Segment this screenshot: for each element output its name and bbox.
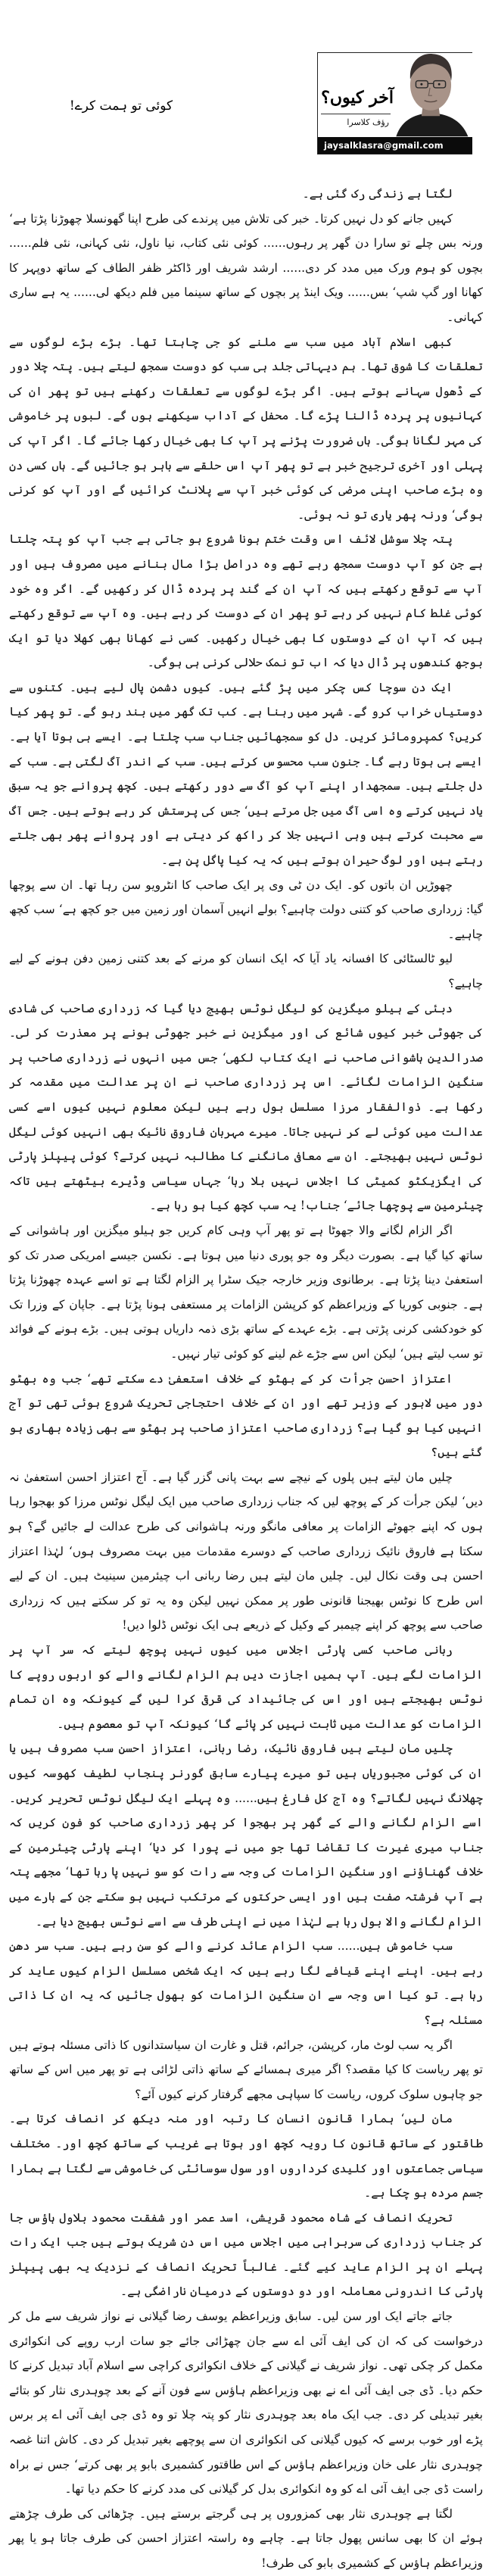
article-paragraph: لگتا ہے زندگی رک گئی ہے۔ — [302, 187, 453, 201]
author-email[interactable]: jaysalklasra@gmail.com — [318, 137, 472, 154]
column-header-box — [317, 52, 472, 154]
article-paragraph: اگر الزام لگانے والا جھوٹا ہے تو پھر آپ وہی کام کریں جو ہیلو میگزین اور ہاشوانی کے ساتھ کیا گیا ہے۔ بصورت دیگر وہ جو پوری دنیا میں ہوتا ہے۔ نکسن جیسے امریکی صدر تک کو استعفیٰ دینا پڑتا ہے۔ برطانوی وزیر خارجہ جیک سٹرا پر الزام لگتا ہے تو اسے عہدہ چھوڑنا پڑتا ہے۔ جنوبی کوریا کے وزیراعظم کو کرپشن الزامات پر مستعفی ہونا پڑتا ہے۔ جاپان کے وزرا تک کو خودکشی کرنی پڑتی ہے۔ بڑے عہدے کے ساتھ بڑی ذمہ داریاں ہوتی ہیں۔ بڑے ہونے کے فوائد تو سب لیتے ہیں‘ لیکن اس سے جڑے غم لینے کو کوئی تیار نہیں۔ — [9, 1223, 483, 1361]
article-headline: کوئی تو ہمت کرے! — [69, 98, 173, 114]
article-paragraph: کبھی اسلام آباد میں سب سے ملنے کو جی چاہتا تھا۔ بڑے بڑے لوگوں سے تعلقات کا شوق تھا۔ ہم دیہاتی جلد ہی سب کو دوست سمجھ لیتے ہیں۔ پتہ چلا دور کے ڈھول سہانے ہوتے ہیں۔ اگر بڑے لوگوں سے تعلقات رکھنے ہیں تو پھر ان کی کہانیوں پر پردہ ڈالنا پڑے گا۔ محفل کے آداب سیکھنے ہوں گے۔ لبوں پر خاموشی کی مہر لگانا ہوگی۔ ہاں ضرورت پڑنے پر آپ کا بھی خیال رکھا جائے گا۔ اگر آپ کی پہلی اور آخری ترجیح خبر ہے تو پھر آپ اس حلقے سے باہر ہو جائیں گے۔ ہاں کسی دن وہ بڑے صاحب اپنی مرضی کی کوئی خبر آپ سے پلانٹ کرائیں گے اور آپ کو کرنی ہوگی‘ ورنہ پھر یاری تو نہ ہوئی۔ — [9, 335, 483, 522]
author-name: رؤف کلاسرا — [347, 117, 389, 127]
article-paragraph: اعتزاز احسن جرأت کر کے بھٹو کے خلاف استعفیٰ دے سکتے تھے‘ جب وہ بھٹو دور میں لاہور کے وزیر تھے اور ان کے خلاف احتجاجی تحریک شروع ہوئی تھی تو آج انہیں کیا ہو گیا ہے؟ زرداری صاحب اعتزاز صاحب پر بھٹو سے بھی زیادہ بھاری ہو گئے ہیں؟ — [9, 1371, 483, 1460]
article-paragraph: ربانی صاحب کسی پارٹی اجلاس میں کیوں نہیں پوچھ لیتے کہ سر آپ پر الزامات لگے ہیں۔ آپ ہمیں اجازت دیں ہم الزام لگانے والے کو اربوں روپے کا نوٹس بھیجتے ہیں اور اس کی جائیداد کی قرقی کرا لیں گے کیونکہ وہ ان تمام الزامات کو عدالت میں ثابت نہیں کر پائے گا‘ کیونکہ آپ تو معصوم ہیں۔ — [9, 1643, 483, 1731]
article-paragraph: لگتا ہے چوہدری نثار بھی کمزوروں پر ہی گرجتے برستے ہیں۔ چڑھائی کی طرف چڑھتے ہوئے ان کا بھی سانس پھول جاتا ہے۔ چاہے وہ راستہ اعتزاز احسن کی طرف جاتا ہو یا پھر وزیراعظم ہاؤس کے کشمیری بابو کی طرف! — [9, 2506, 483, 2570]
article-paragraph: لیو ٹالسٹائی کا افسانہ یاد آیا کہ ایک انسان کو مرنے کے بعد کتنی زمین دفن ہونے کے لیے چاہیے؟ — [9, 952, 483, 990]
column-title: آخر کیوں؟ — [321, 88, 394, 108]
article-paragraph: تحریک انصاف کے شاہ محمود قریشی، اسد عمر اور شفقت محمود بلاول ہاؤس جا کر جناب زرداری کی سربراہی میں اجلاس میں اس دن شریک ہوتے ہیں جب ایک رات پہلے ان پر الزام عاید کیے گئے۔ غالباً تحریک انصاف کے نزدیک یہ بھی پیپلز پارٹی کا اندرونی معاملہ اور دو دوستوں کے درمیان ناراضگی ہے۔ — [9, 2210, 483, 2299]
article-paragraph: مان لیں‘ ہمارا قانون انسان کا رتبہ اور منہ دیکھ کر انصاف کرتا ہے۔ طاقتور کے ساتھ قانون کا رویہ کچھ اور ہوتا ہے غریب کے ساتھ کچھ اور۔ مختلف سیاسی جماعتوں اور کلیدی کرداروں اور سول سوسائٹی کی خاموشی سے لگتا ہے ہمارا جسم مردہ ہو چکا ہے۔ — [9, 2112, 483, 2200]
article-paragraph: چلیں مان لیتے ہیں فاروق نائیک، رضا ربانی، اعتزاز احسن سب مصروف ہیں یا ان کی کوئی مجبوریاں ہیں تو میرے پیارے سابق گورنر پنجاب لطیف کھوسہ کیوں چھلانگ نہیں لگاتے؟ وہ آج کل فارغ ہیں...... وہ پہلے ایک لیگل نوٹس تحریر کریں۔ اسے الزام لگانے والے کے گھر پر بھجوا کر پھر زرداری صاحب کو فون کریں کہ جناب میری غیرت کا تقاضا تھا جو میں نے پورا کر دیا‘ اپنے پارٹی چیئرمین کے خلاف گھناؤنے اور سنگین الزامات کی وجہ سے رات کو سو نہیں پا رہا تھا‘ مجھے پتہ ہے آپ فرشتہ صفت ہیں اور ایسی حرکتوں کے مرتکب نہیں ہو سکتے جن کے بارے میں الزام لگانے والا بول رہا ہے لہٰذا میں نے اپنی طرف سے اسے نوٹس بھیج دیا ہے۔ — [9, 1742, 483, 1929]
article-paragraph: چھوڑیں ان باتوں کو۔ ایک دن ٹی وی پر ایک صاحب کا انٹرویو سن رہا تھا۔ ان سے پوچھا گیا: زرداری صاحب کو کتنی دولت چاہیے؟ بولے انہیں آسمان اور زمین میں جو کچھ ہے‘ سب کچھ چاہیے۔ — [9, 878, 483, 941]
article-paragraph: کہیں جانے کو دل نہیں کرتا۔ خبر کی تلاش میں پرندے کی طرح اپنا گھونسلا چھوڑنا پڑتا ہے‘ ورنہ بس چلے تو سارا دن گھر پر رہوں...... کوئی نئی کتاب، نیا ناول، نئی کہانی، نئی فلم...... بچوں کو ہوم ورک میں مدد کر دی...... ارشد شریف اور ڈاکٹر ظفر الطاف کے ساتھ دوپہر کا کھانا اور گپ شپ‘ بس...... ویک اینڈ پر بچوں کے ساتھ سینما میں فلم دیکھ لی...... یہ ہے ساری کہانی۔ — [9, 211, 483, 324]
article-paragraph: دبئی کے ہیلو میگزین کو لیگل نوٹس بھیج دیا گیا کہ زرداری صاحب کی شادی کی جھوٹی خبر کیوں شائع کی اور میگزین نے خبر جھوٹی ہونے پر معذرت کر لی۔ صدرالدین ہاشوانی صاحب نے ایک کتاب لکھی‘ جس میں انہوں نے زرداری صاحب پر سنگین الزامات لگائے۔ اس پر زرداری صاحب نے ان پر عدالت میں مقدمہ کر رکھا ہے۔ ذوالفقار مرزا مسلسل بول رہے ہیں لیکن معلوم نہیں کیوں اسے کسی عدالت میں کوئی لے کر نہیں جاتا۔ میرے مہربان فاروق نائیک بھی انہیں کوئی لیگل نوٹس نہیں بھیجتے۔ ان سے معافی مانگنے کا مطالبہ نہیں کرتے؟ کوئی پیپلز پارٹی کی ایگزیکٹو کمیٹی کا اجلاس نہیں بلا رہا‘ جہاں سیاسی وڈیرے بیٹھتے ہیں تاکہ چیئرمین سے پوچھا جائے‘ جناب! یہ سب کچھ کیا ہو رہا ہے۔ — [9, 1001, 483, 1213]
article-paragraph: جاتے جاتے ایک اور سن لیں۔ سابق وزیراعظم یوسف رضا گیلانی نے نواز شریف سے مل کر درخواست کی کہ ان کی ایف آئی اے سے جان چھڑائی جائے جو سات ارب روپے کی انکوائری مکمل کر چکی تھی۔ نواز شریف نے گیلانی کے خلاف انکوائری کراچی سے اسلام آباد تبدیل کرنے کا حکم دیا۔ ڈی جی ایف آئی اے نے بھی وزیراعظم ہاؤس سے فون آنے کے بعد چوہدری نثار کو بتائے بغیر تبدیلی کر دی۔ جب ایک ماہ بعد چوہدری نثار کو پتہ چلا تو وہ ڈی جی ایف آئی اے پر برس پڑے اور خوب برسے کہ کیوں گیلانی کی انکوائری ان سے پوچھے بغیر تبدیل کر دی۔ کاش اتنا غصہ چوہدری نثار علی خان وزیراعظم ہاؤس کے اس طاقتور کشمیری بابو پر بھی کرتے‘ جس نے براہ راست ڈی جی ایف آئی اے کو وہ انکوائری بدل کر گیلانی کی مدد کرنے کا حکم دیا تھا۔ — [9, 2309, 483, 2496]
article-paragraph: ایک دن سوچا کس چکر میں پڑ گئے ہیں۔ کیوں دشمن پال لیے ہیں۔ کتنوں سے دوستیاں خراب کرو گے۔ شہر میں رہنا ہے۔ کب تک گھر میں بند رہو گے۔ تو پھر کیا کریں؟ کمپرومائز کریں۔ دل کو سمجھائیں جناب سب چلتا ہے۔ ایسے ہی ہوتا آیا ہے۔ ایسے ہی ہوتا رہے گا۔ جنون سب محسوس کرتے ہیں۔ سب کے اندر آگ لگتی ہے۔ سب کے دل جلتے ہیں۔ سمجھدار اپنے آپ کو آگ سے دور رکھتے ہیں۔ کچھ پروانے جو یہ سبق یاد نہیں کرتے وہ اسی آگ میں جل مرتے ہیں‘ جس کی پرستش کر رہے ہوتے ہیں۔ جس آگ سے محبت کرتے ہیں وہی انہیں جلا کر راکھ کر دیتی ہے اور پروانے پھر بھی جلتے رہتے ہیں اور لوگ حیران ہوتے ہیں کہ یہ کیا پاگل پن ہے۔ — [9, 680, 483, 868]
article-body — [9, 182, 483, 2576]
article-paragraph: اگر یہ سب لوٹ مار، کرپشن، جرائم، قتل و غارت ان سیاستدانوں کا ذاتی مسئلہ ہوتے ہیں تو پھر ریاست کا کیا مقصد؟ اگر میری ہمسائے کے ساتھ ذاتی لڑائی ہے تو پھر میں اس کے ساتھ جو چاہوں سلوک کروں، ریاست کا سپاہی مجھے گرفتار کرنے کیوں آئے؟ — [9, 2038, 483, 2101]
article-paragraph: سب خاموش ہیں...... سب الزام عائد کرنے والے کو سن رہے ہیں۔ سب سر دھن رہے ہیں۔ اپنے اپنے قیافے لگا رہے ہیں کہ ایک شخص مسلسل الزام کیوں عاید کر رہا ہے۔ تو کیا اس وجہ سے ان سنگین الزامات کو بھول جائیں کہ یہ ان کا ذاتی مسئلہ ہے؟ — [9, 1939, 483, 2027]
author-portrait-photo — [389, 52, 472, 138]
article-paragraph: چلیں مان لیتے ہیں پلوں کے نیچے سے بہت پانی گزر گیا ہے۔ آج اعتزاز احسن استعفیٰ نہ دیں‘ لیکن جرأت کر کے پوچھ لیں کہ جناب زرداری صاحب میں ایک لیگل نوٹس مرزا کو بھجوا رہا ہوں کہ اپنے جھوٹے الزامات پر معافی مانگو ورنہ ہاشوانی کی طرح عدالت لے جائیں گے؟ ہو سکتا ہے فاروق نائیک زرداری صاحب کے دوسرے مقدمات میں بہت مصروف ہوں‘ لہٰذا اعتزاز احسن ہی وقت نکال لیں۔ چلیں مان لیتے ہیں رضا ربانی اب چیئرمین سینیٹ ہیں۔ ان کے لیے اس طرح کا نوٹس بھیجنا قانونی طور پر ممکن نہیں لیکن وہ یہ تو کر سکتے ہیں کہ زرداری صاحب سے پوچھ کر اپنے چیمبر کے وکیل کے ذریعے ہی ایک نوٹس ڈلوا دیں! — [9, 1470, 483, 1633]
article-paragraph: پتہ چلا سوشل لائف اس وقت ختم ہونا شروع ہو جاتی ہے جب آپ کو پتہ چلتا ہے جن کو آپ دوست سمجھ رہے تھے وہ دراصل بڑا مال بنانے میں مصروف ہیں اور آپ سے توقع رکھتے ہیں کہ آپ ان کے گند پر پردہ ڈال کر رکھیں گے۔ اگر وہ خود کوئی غلط کام نہیں کر رہے تو پھر ان کے دوست کر رہے ہیں۔ وہ آپ سے توقع رکھتے ہیں کہ آپ ان کے دوستوں کا بھی خیال رکھیں۔ کسی نے کھانا بھی کھلا دیا تو ایک بوجھ کندھوں پر ڈال دیا کہ اب تو نمک حلالی کرنی ہی ہوگی۔ — [9, 532, 483, 670]
